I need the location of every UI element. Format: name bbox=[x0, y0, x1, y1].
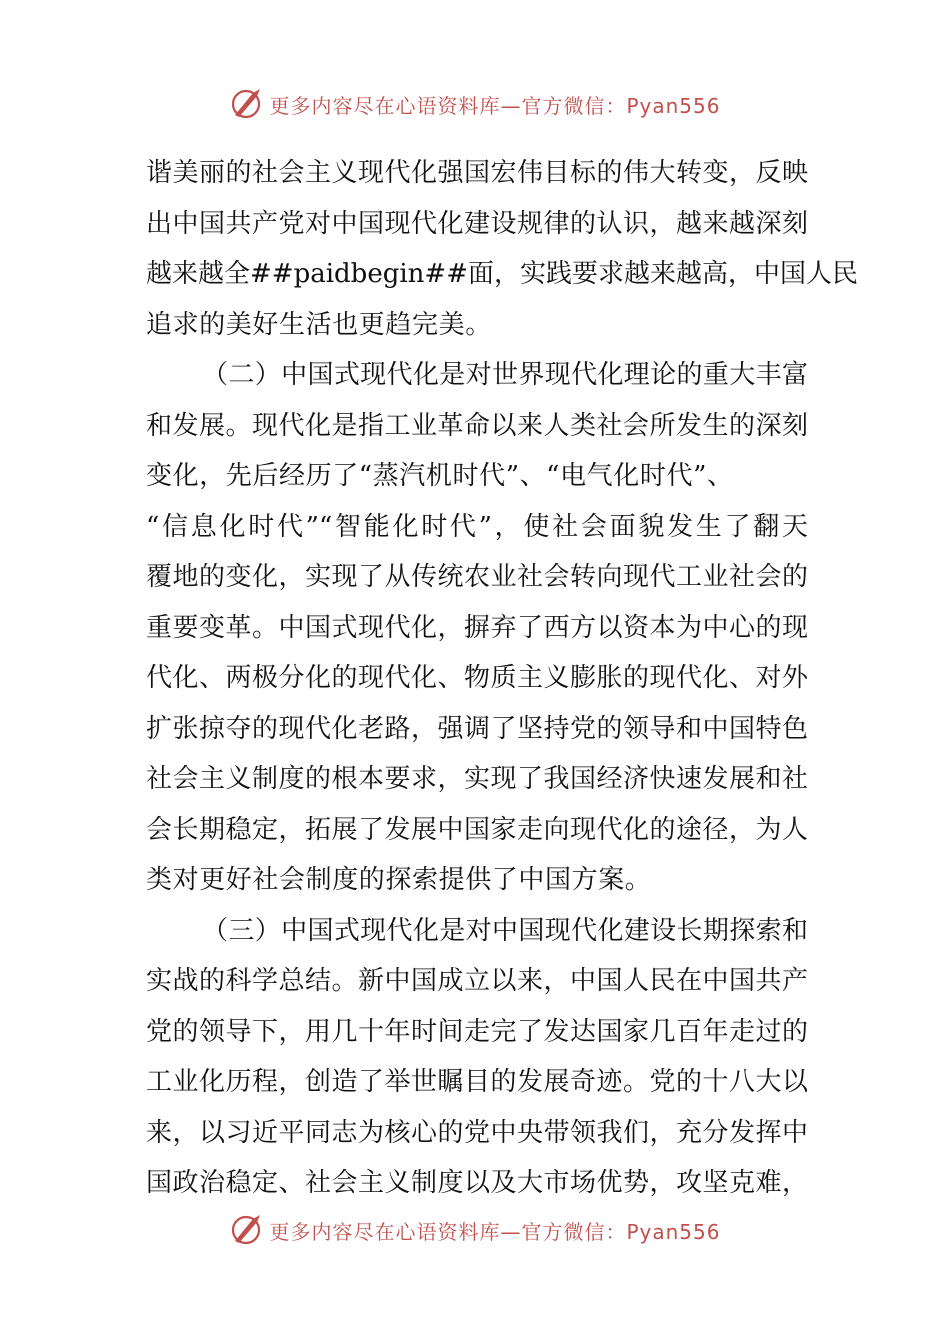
text-line: 国政治稳定、社会主义制度以及大市场优势，攻坚克难， bbox=[146, 1168, 808, 1198]
text-line: “信息化时代”“智能化时代”，使社会面貌发生了翻天 bbox=[146, 511, 808, 542]
text-line: 会长期稳定，拓展了发展中国家走向现代化的途径，为人 bbox=[146, 814, 808, 845]
text-line: 代化、两极分化的现代化、物质主义膨胀的现代化、对外 bbox=[146, 663, 808, 693]
text-line: 来，以习近平同志为核心的党中央带领我们，充分发挥中 bbox=[146, 1117, 808, 1148]
text-line: 谐美丽的社会主义现代化强国宏伟目标的伟大转变，反映 bbox=[146, 158, 808, 188]
header-watermark bbox=[0, 82, 950, 126]
paragraph-first-line: （三）中国式现代化是对中国现代化建设长期探索和 bbox=[202, 915, 808, 946]
footer-watermark bbox=[0, 1208, 950, 1252]
text-line: 重要变革。中国式现代化，摒弃了西方以资本为中心的现 bbox=[146, 612, 808, 643]
text-line: 党的领导下，用几十年时间走完了发达国家几百年走过的 bbox=[146, 1016, 808, 1047]
text-line: 追求的美好生活也更趋完美。 bbox=[146, 309, 492, 340]
watermark-text: 更多内容尽在心语资料库—官方微信：Pyan556 bbox=[269, 1219, 721, 1244]
text-line: 扩张掠夺的现代化老路，强调了坚持党的领导和中国特色 bbox=[146, 713, 808, 744]
quill-pen-circle-icon bbox=[229, 87, 263, 121]
text-line: 和发展。现代化是指工业革命以来人类社会所发生的深刻 bbox=[146, 410, 808, 441]
text-line: 工业化历程，创造了举世瞩目的发展奇迹。党的十八大以 bbox=[146, 1067, 808, 1097]
text-line: 实战的科学总结。新中国成立以来，中国人民在中国共产 bbox=[146, 966, 808, 996]
document-body bbox=[146, 148, 858, 1209]
paragraph-first-line: （二）中国式现代化是对世界现代化理论的重大丰富 bbox=[202, 360, 808, 390]
text-line: 越来越全##paidbegin##面，实践要求越来越高，中国人民 bbox=[146, 259, 858, 289]
text-line: 变化，先后经历了“蒸汽机时代”、“电气化时代”、 bbox=[146, 461, 734, 491]
text-line: 出中国共产党对中国现代化建设规律的认识，越来越深刻 bbox=[146, 208, 808, 239]
text-line: 覆地的变化，实现了从传统农业社会转向现代工业社会的 bbox=[146, 562, 808, 592]
text-line: 类对更好社会制度的探索提供了中国方案。 bbox=[146, 865, 652, 895]
quill-pen-circle-icon bbox=[229, 1213, 263, 1247]
watermark-text: 更多内容尽在心语资料库—官方微信：Pyan556 bbox=[269, 93, 721, 118]
text-line: 社会主义制度的根本要求，实现了我国经济快速发展和社 bbox=[146, 764, 808, 794]
